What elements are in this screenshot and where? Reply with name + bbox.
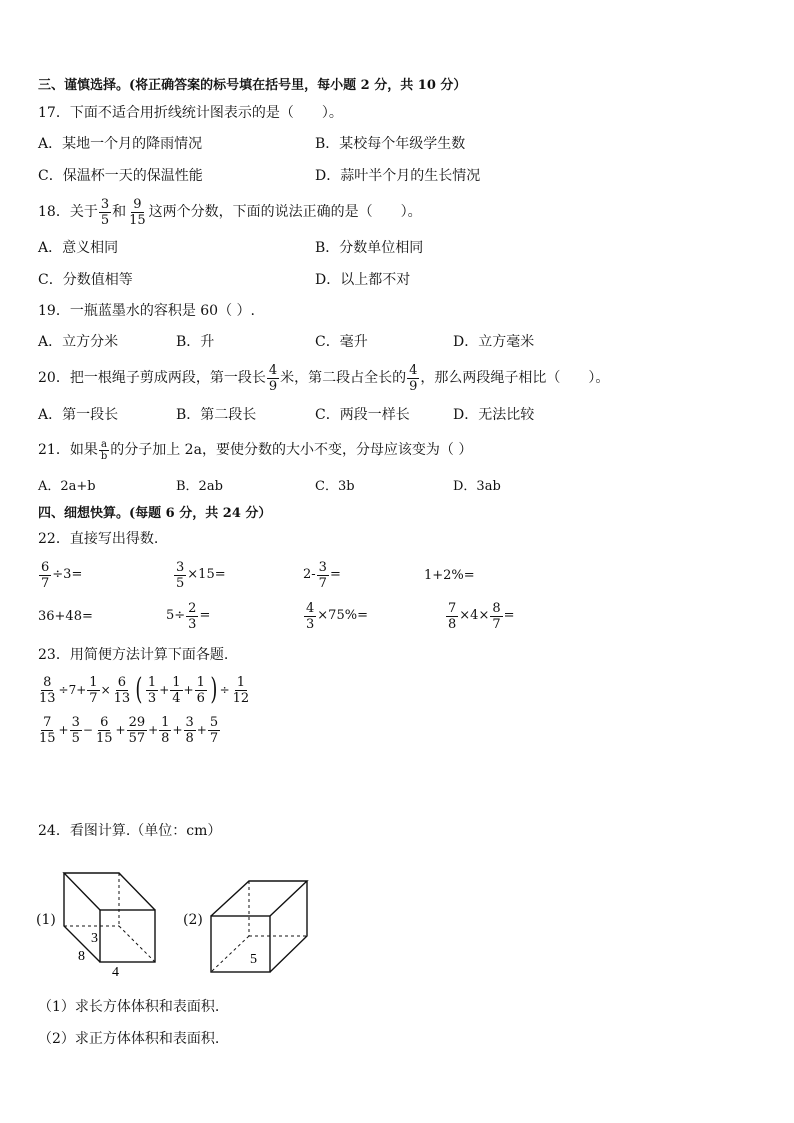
section3-header: 三、谨慎选择。(将正确答案的标号填在括号里，每小题 2 分，共 10 分） — [38, 78, 467, 93]
cube-front-face — [211, 916, 270, 972]
q20-pre: 20．把一根绳子剪成两段，第一段长 — [38, 370, 266, 386]
q19-option-d[interactable]: D．立方毫米 — [453, 334, 535, 350]
q22-expr-1: $\frac{6}{7}$ ÷3= — [41, 559, 83, 591]
fraction: $\frac{6}{15}$ — [95, 714, 113, 746]
cube-figure — [205, 875, 313, 979]
fraction: $\frac{1}{8}$ — [161, 714, 170, 746]
q18-option-b[interactable]: B．分数单位相同 — [315, 240, 424, 256]
fraction: $\frac{1}{3}$ — [147, 674, 157, 706]
q17-option-a[interactable]: A．某地一个月的降雨情况 — [38, 136, 203, 152]
q22-expr-8: $\frac{7}{8}$ ×4× $\frac{8}{7}$ = — [448, 600, 515, 632]
q18-stem — [38, 192, 422, 232]
q22-stem: 22．直接写出得数. — [38, 531, 159, 547]
q17-option-d[interactable]: D．蒜叶半个月的生长情况 — [315, 168, 481, 184]
fraction: $\frac{a}{b}$ — [100, 438, 108, 462]
q18-post: 这两个分数，下面的说法正确的是（ ）。 — [148, 204, 422, 220]
q20-option-b[interactable]: B．第二段长 — [176, 407, 257, 423]
q20-option-a[interactable]: A．第一段长 — [38, 407, 119, 423]
q19-stem: 19．一瓶蓝墨水的容积是 60（ ）. — [38, 303, 255, 319]
fraction: $\frac{4}{3}$ — [306, 600, 315, 632]
q20-post: ，那么两段绳子相比（ ）。 — [420, 370, 610, 386]
side-label: 5 — [250, 952, 257, 967]
q22-expr-4: 1+2%= — [424, 568, 475, 583]
fraction: $\frac{8}{7}$ — [492, 600, 501, 632]
q19-option-c[interactable]: C．毫升 — [315, 334, 368, 350]
left-paren: ( — [135, 672, 143, 707]
q21-option-d[interactable]: D．3ab — [453, 479, 501, 494]
fraction: $\frac{7}{15}$ — [39, 714, 56, 746]
fraction: $\frac{3}{5}$ — [100, 196, 110, 228]
fraction: $\frac{2}{3}$ — [188, 600, 197, 632]
q19-option-b[interactable]: B．升 — [176, 334, 215, 350]
fraction: $\frac{8}{13}$ — [39, 674, 56, 706]
fraction: $\frac{1}{4}$ — [172, 674, 181, 706]
cuboid-figure — [58, 866, 162, 980]
height-label: 3 — [91, 931, 98, 946]
q22-expr-2: $\frac{3}{5}$ ×15= — [176, 559, 226, 591]
q22-expr-7: $\frac{4}{3}$ ×75%= — [306, 600, 368, 632]
hidden-edge — [211, 936, 249, 972]
cube-right-face — [270, 881, 307, 972]
fraction: $\frac{3}{8}$ — [185, 714, 194, 746]
right-paren: ) — [210, 672, 218, 707]
fraction: $\frac{7}{8}$ — [448, 600, 457, 632]
fraction: $\frac{4}{9}$ — [409, 362, 418, 394]
fraction: $\frac{1}{6}$ — [196, 674, 205, 706]
fraction: $\frac{1}{7}$ — [89, 674, 98, 706]
figure2-label: (2) — [183, 912, 203, 928]
q17-option-c[interactable]: C．保温杯一天的保温性能 — [38, 168, 203, 184]
q24-sub2: （2）求正方体体积和表面积. — [38, 1031, 220, 1047]
cuboid-front-face — [100, 910, 155, 962]
q24-stem: 24．看图计算.（单位：cm） — [38, 823, 222, 839]
fraction: $\frac{5}{7}$ — [209, 714, 219, 746]
figure1-label: (1) — [36, 912, 56, 928]
cube-top-face — [211, 881, 307, 916]
q23-expr-2: $\frac{7}{15}$ + $\frac{3}{5}$ − $\frac{6}{15}$ + $\frac{29}{57}$ + $\frac{1}{8}$ + $\frac{3}{8}$ + $\frac{5}{7}$ — [39, 714, 219, 746]
fraction: $\frac{6}{7}$ — [41, 559, 50, 591]
q20-option-d[interactable]: D．无法比较 — [453, 407, 535, 423]
q23-stem: 23．用简便方法计算下面各题. — [38, 647, 229, 663]
q22-expr-5: 36+48= — [38, 609, 93, 624]
q21-pre: 21．如果 — [38, 442, 98, 458]
q20-option-c[interactable]: C．两段一样长 — [315, 407, 410, 423]
q18-option-c[interactable]: C．分数值相等 — [38, 272, 133, 288]
q24-sub1: （1）求长方体体积和表面积. — [38, 999, 220, 1015]
fraction: $\frac{3}{7}$ — [318, 559, 327, 591]
q22-expr-6: 5÷ $\frac{2}{3}$ = — [166, 600, 211, 632]
q20-stem — [38, 358, 609, 398]
q21-option-a[interactable]: A．2a+b — [38, 479, 96, 494]
hidden-edge — [119, 926, 155, 962]
q17-stem: 17．下面不适合用折线统计图表示的是（ ）。 — [38, 105, 343, 121]
q21-post: 的分子加上 2a，要使分数的大小不变，分母应该变为（ ） — [110, 442, 473, 458]
q21-option-b[interactable]: B．2ab — [176, 479, 223, 494]
q21-option-c[interactable]: C．3b — [315, 479, 355, 494]
q18-option-a[interactable]: A．意义相同 — [38, 240, 119, 256]
q23-expr-1: $\frac{8}{13}$ ÷7+ $\frac{1}{7}$ × $\frac{6}{13}$ ( $\frac{1}{3}$ + $\frac{1}{4}$ + $\frac{1}{6}$ ) ÷ $\frac{1}{12}$ — [39, 672, 250, 707]
q22-expr-3: 2- $\frac{3}{7}$ = — [303, 559, 341, 591]
fraction: $\frac{6}{13}$ — [113, 674, 131, 706]
width-label: 8 — [78, 949, 85, 964]
section4-header: 四、细想快算。(每题 6 分，共 24 分） — [38, 506, 272, 521]
fraction: $\frac{29}{57}$ — [128, 714, 146, 746]
q20-mid: 米，第二段占全长的 — [280, 370, 407, 386]
cuboid-top-face — [64, 873, 155, 910]
q18-option-d[interactable]: D．以上都不对 — [315, 272, 411, 288]
q21-stem — [38, 434, 472, 466]
q17-option-b[interactable]: B．某校每个年级学生数 — [315, 136, 466, 152]
fraction: $\frac{3}{5}$ — [71, 714, 80, 746]
fraction: $\frac{3}{5}$ — [176, 559, 185, 591]
length-label: 4 — [112, 965, 119, 980]
fraction: $\frac{4}{9}$ — [268, 362, 278, 394]
q19-option-a[interactable]: A．立方分米 — [38, 334, 119, 350]
fraction: $\frac{9}{15}$ — [129, 196, 146, 228]
fraction: $\frac{1}{12}$ — [232, 674, 250, 706]
q18-mid: 和 — [112, 204, 127, 220]
q18-pre: 18．关于 — [38, 204, 98, 220]
